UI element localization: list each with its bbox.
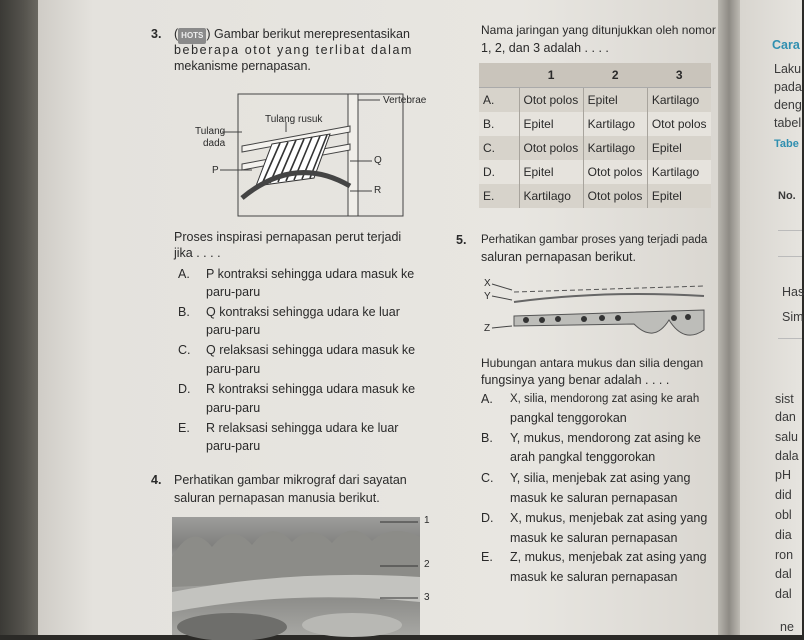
option-text: Y, silia, menjebak zat asing yang: [510, 471, 691, 485]
cell-3: Kartilago: [647, 160, 711, 184]
cell-2: Kartilago: [583, 112, 647, 136]
table-row[interactable]: [479, 88, 711, 113]
cell-2: Epitel: [583, 88, 647, 113]
right-text-no: No.: [778, 190, 796, 202]
label-x: X: [484, 278, 491, 289]
option-text: Z, mukus, menjebak zat asing yang: [510, 550, 707, 564]
book-gutter: [718, 0, 740, 635]
micro-label-1: 1: [424, 515, 430, 526]
option-letter: C.: [481, 471, 494, 485]
answer-table: [479, 63, 711, 208]
table-row[interactable]: [479, 136, 711, 160]
right-fragment: dan: [775, 410, 796, 424]
label-tulang-rusuk: Tulang rusuk: [265, 114, 323, 125]
desk-background: [0, 0, 40, 635]
row-letter: E.: [479, 184, 519, 208]
hots-badge: HOTS: [178, 28, 206, 44]
table-q-line2: 1, 2, dan 3 adalah . . . .: [481, 41, 609, 55]
option-text-cont: paru-paru: [206, 323, 261, 337]
label-r: R: [374, 185, 382, 196]
cell-1: Epitel: [519, 112, 583, 136]
row-letter: B.: [479, 112, 519, 136]
right-text-tabe: Tabe: [774, 138, 799, 150]
right-text-laku: Laku: [774, 62, 802, 76]
q4-line1: Perhatikan gambar mikrograf dari sayatan: [174, 473, 407, 487]
cell-3: Epitel: [647, 184, 711, 208]
option-text: X, mukus, menjebak zat asing yang: [510, 511, 708, 525]
option-text: Q relaksasi sehingga udara masuk ke: [206, 343, 416, 357]
cell-1: Otot polos: [519, 136, 583, 160]
right-fragment: pH: [775, 468, 791, 482]
table-q-line1: Nama jaringan yang ditunjukkan oleh nomor: [481, 23, 716, 37]
right-text-has: Has: [782, 285, 804, 299]
right-fragment: dal: [775, 567, 792, 581]
table-header-3: 3: [647, 63, 711, 88]
option-letter: E.: [178, 421, 190, 435]
q3-stem1: Proses inspirasi pernapasan perut terjadi: [174, 230, 402, 244]
table-header-blank: [479, 63, 519, 88]
q3-stem2: jika . . . .: [174, 246, 221, 260]
cell-3: Kartilago: [647, 88, 711, 113]
q4-line2: saluran pernapasan manusia berikut.: [174, 491, 380, 505]
label-tulang-dada-1: Tulang: [195, 126, 226, 137]
option-text-cont: paru-paru: [206, 401, 261, 415]
q3-number: 3.: [151, 27, 162, 41]
table-header-2: 2: [583, 63, 647, 88]
option-letter: B.: [481, 431, 493, 445]
option-text-cont: masuk ke saluran pernapasan: [510, 570, 678, 584]
option-text: R relaksasi sehingga udara ke luar: [206, 421, 399, 435]
right-fragment: salu: [775, 430, 798, 444]
cell-2: Otot polos: [583, 184, 647, 208]
option-text-cont: paru-paru: [206, 362, 261, 376]
option-text: R kontraksi sehingga udara masuk ke: [206, 382, 416, 396]
option-letter: D.: [178, 382, 191, 396]
table-header-1: 1: [519, 63, 583, 88]
option-letter: D.: [481, 511, 494, 525]
option-text-cont: arah pangkal tenggorokan: [510, 450, 656, 464]
right-fragment: dal: [775, 587, 792, 601]
option-text-cont: paru-paru: [206, 439, 261, 453]
option-letter: C.: [178, 343, 191, 357]
micrograph-pointer-lines: [380, 518, 425, 613]
right-fragment: ne: [780, 620, 794, 634]
table-row[interactable]: [479, 112, 711, 136]
row-letter: D.: [479, 160, 519, 184]
option-text: Q kontraksi sehingga udara ke luar: [206, 305, 400, 319]
right-text-deng: deng: [774, 98, 802, 112]
option-letter: A.: [178, 267, 190, 281]
q3-line1: ( HOTS ) Gambar berikut merepresentasikan: [174, 26, 410, 44]
option-text-cont: paru-paru: [206, 285, 261, 299]
option-text: X, silia, mendorong zat asing ke arah: [510, 393, 700, 405]
right-heading-cara: Cara: [772, 38, 800, 52]
label-z: Z: [484, 323, 491, 334]
table-row[interactable]: [479, 160, 711, 184]
cell-1: Epitel: [519, 160, 583, 184]
q5-stem1: Hubungan antara mukus dan silia dengan: [481, 356, 704, 370]
label-vertebrae: Vertebrae: [383, 95, 427, 106]
q5-stem2: fungsinya yang benar adalah . . . .: [481, 373, 670, 387]
option-text: P kontraksi sehingga udara masuk ke: [206, 267, 415, 281]
right-table-rule: [778, 256, 802, 257]
right-fragment: dia: [775, 528, 792, 542]
option-text-cont: masuk ke saluran pernapasan: [510, 491, 678, 505]
option-letter: E.: [481, 550, 493, 564]
cell-1: Otot polos: [519, 88, 583, 113]
right-fragment: dala: [775, 449, 799, 463]
right-fragment: ron: [775, 548, 794, 562]
right-text-pada: pada: [774, 80, 802, 94]
micro-label-2: 2: [424, 559, 430, 570]
cell-3: Otot polos: [647, 112, 711, 136]
table-row[interactable]: [479, 184, 711, 208]
q5-number: 5.: [456, 233, 467, 247]
option-text-cont: masuk ke saluran pernapasan: [510, 531, 678, 545]
micro-label-3: 3: [424, 592, 430, 603]
option-letter: A.: [481, 392, 493, 406]
q4-number: 4.: [151, 473, 162, 487]
cell-1: Kartilago: [519, 184, 583, 208]
right-text-tabel: tabel: [774, 116, 802, 130]
row-letter: A.: [479, 88, 519, 113]
q3-line2: beberapa otot yang terlibat dalam: [174, 43, 414, 57]
cilia-mucus-diagram: [484, 274, 709, 346]
right-table-rule: [778, 338, 802, 339]
label-p: P: [212, 165, 219, 176]
option-letter: B.: [178, 305, 190, 319]
option-text: Y, mukus, mendorong zat asing ke: [510, 431, 701, 445]
right-fragment: did: [775, 488, 792, 502]
q3-line3: mekanisme pernapasan.: [174, 59, 311, 73]
right-text-sim: Sim: [782, 310, 804, 324]
cell-3: Epitel: [647, 136, 711, 160]
right-fragment: obl: [775, 508, 792, 522]
label-tulang-dada-2: dada: [203, 138, 226, 149]
option-text-cont: pangkal tenggorokan: [510, 411, 627, 425]
q5-line1: Perhatikan gambar proses yang terjadi pada: [481, 234, 708, 246]
right-table-rule: [778, 230, 802, 231]
cell-2: Otot polos: [583, 160, 647, 184]
label-y: Y: [484, 291, 491, 302]
label-q: Q: [374, 155, 382, 166]
cell-2: Kartilago: [583, 136, 647, 160]
right-fragment: sist: [775, 392, 794, 406]
row-letter: C.: [479, 136, 519, 160]
q5-line2: saluran pernapasan berikut.: [481, 250, 636, 264]
